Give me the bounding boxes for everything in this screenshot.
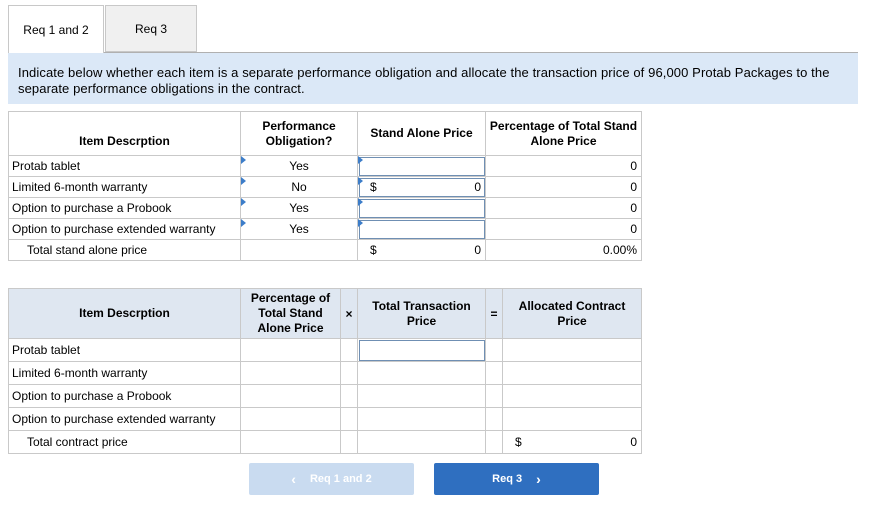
item-description: Option to purchase extended warranty: [9, 219, 241, 240]
percentage-cell: [241, 362, 341, 385]
operator-cell: [341, 339, 358, 362]
stand-alone-price-input[interactable]: $ 0: [358, 177, 486, 198]
header-stand-alone-price: Stand Alone Price: [358, 112, 486, 156]
allocated-price-cell: [503, 385, 642, 408]
chevron-left-icon: ‹: [291, 471, 296, 487]
transaction-price-cell: [358, 385, 486, 408]
header-item-description: Item Descrption: [9, 112, 241, 156]
stand-alone-price-input[interactable]: [358, 156, 486, 177]
header-percentage-total: Percentage of Total Stand Alone Price: [486, 112, 642, 156]
empty-cell: [486, 431, 503, 454]
allocated-price-cell: [503, 408, 642, 431]
header-item-description: Item Descrption: [9, 289, 241, 339]
allocation-table: [8, 288, 642, 454]
allocated-price-cell: [503, 362, 642, 385]
operator-cell: [341, 385, 358, 408]
item-description: Limited 6-month warranty: [9, 177, 241, 198]
table-row: [9, 408, 642, 431]
item-description: Protab tablet: [9, 156, 241, 177]
percentage-cell: [241, 408, 341, 431]
stand-alone-price-input[interactable]: [358, 198, 486, 219]
total-percentage: 0.00%: [486, 240, 642, 261]
table-row: [9, 198, 642, 219]
item-description: Option to purchase a Probook: [9, 385, 241, 408]
next-button[interactable]: [434, 463, 599, 495]
table-row: [9, 177, 642, 198]
item-description: Option to purchase extended warranty: [9, 408, 241, 431]
operator-cell: [486, 362, 503, 385]
empty-cell: [358, 431, 486, 454]
table-row: [9, 339, 642, 362]
table-row: [9, 219, 642, 240]
header-performance-obligation: Performance Obligation?: [241, 112, 358, 156]
percentage-value: 0: [486, 219, 642, 240]
prev-button-label: Req 1 and 2: [309, 473, 372, 485]
item-description: Limited 6-month warranty: [9, 362, 241, 385]
obligation-select[interactable]: Yes: [241, 156, 358, 177]
item-description: Protab tablet: [9, 339, 241, 362]
table-row: [9, 385, 642, 408]
percentage-cell: [241, 339, 341, 362]
total-stand-alone-price: $ 0: [358, 240, 486, 261]
transaction-price-cell: [358, 408, 486, 431]
table-row: [9, 156, 642, 177]
transaction-price-cell: [358, 362, 486, 385]
empty-cell: [241, 240, 358, 261]
table-row: [9, 362, 642, 385]
empty-cell: [341, 431, 358, 454]
total-label: Total contract price: [9, 431, 241, 454]
operator-cell: [341, 408, 358, 431]
total-contract-price: $ 0: [503, 431, 642, 454]
total-row: [9, 431, 642, 454]
equals-operator: =: [486, 289, 503, 339]
header-percentage-total: Percentage of Total Stand Alone Price: [241, 289, 341, 339]
tab-req-1-and-2[interactable]: Req 1 and 2: [8, 5, 104, 53]
percentage-value: 0: [486, 177, 642, 198]
obligation-select[interactable]: Yes: [241, 198, 358, 219]
transaction-price-input[interactable]: [358, 339, 486, 362]
header-total-transaction-price: Total Transaction Price: [358, 289, 486, 339]
percentage-value: 0: [486, 198, 642, 219]
percentage-value: 0: [486, 156, 642, 177]
percentage-cell: [241, 385, 341, 408]
operator-cell: [486, 339, 503, 362]
next-button-label: Req 3: [492, 473, 523, 485]
multiply-operator: ×: [341, 289, 358, 339]
allocated-price-cell: [503, 339, 642, 362]
operator-cell: [341, 362, 358, 385]
header-allocated-contract-price: Allocated Contract Price: [503, 289, 642, 339]
obligation-select[interactable]: Yes: [241, 219, 358, 240]
operator-cell: [486, 408, 503, 431]
total-label: Total stand alone price: [9, 240, 241, 261]
performance-obligation-table: [8, 111, 642, 261]
tab-req-3[interactable]: Req 3: [105, 5, 197, 52]
chevron-right-icon: ›: [536, 471, 541, 487]
operator-cell: [486, 385, 503, 408]
item-description: Option to purchase a Probook: [9, 198, 241, 219]
empty-cell: [241, 431, 341, 454]
instruction-text: Indicate below whether each item is a separate performance obligation and allocate the transaction price of 96,000 Protab Packages to the separate performance obligations in the contract.: [8, 53, 858, 104]
stand-alone-price-input[interactable]: [358, 219, 486, 240]
total-row: [9, 240, 642, 261]
prev-button[interactable]: [249, 463, 414, 495]
obligation-select[interactable]: No: [241, 177, 358, 198]
